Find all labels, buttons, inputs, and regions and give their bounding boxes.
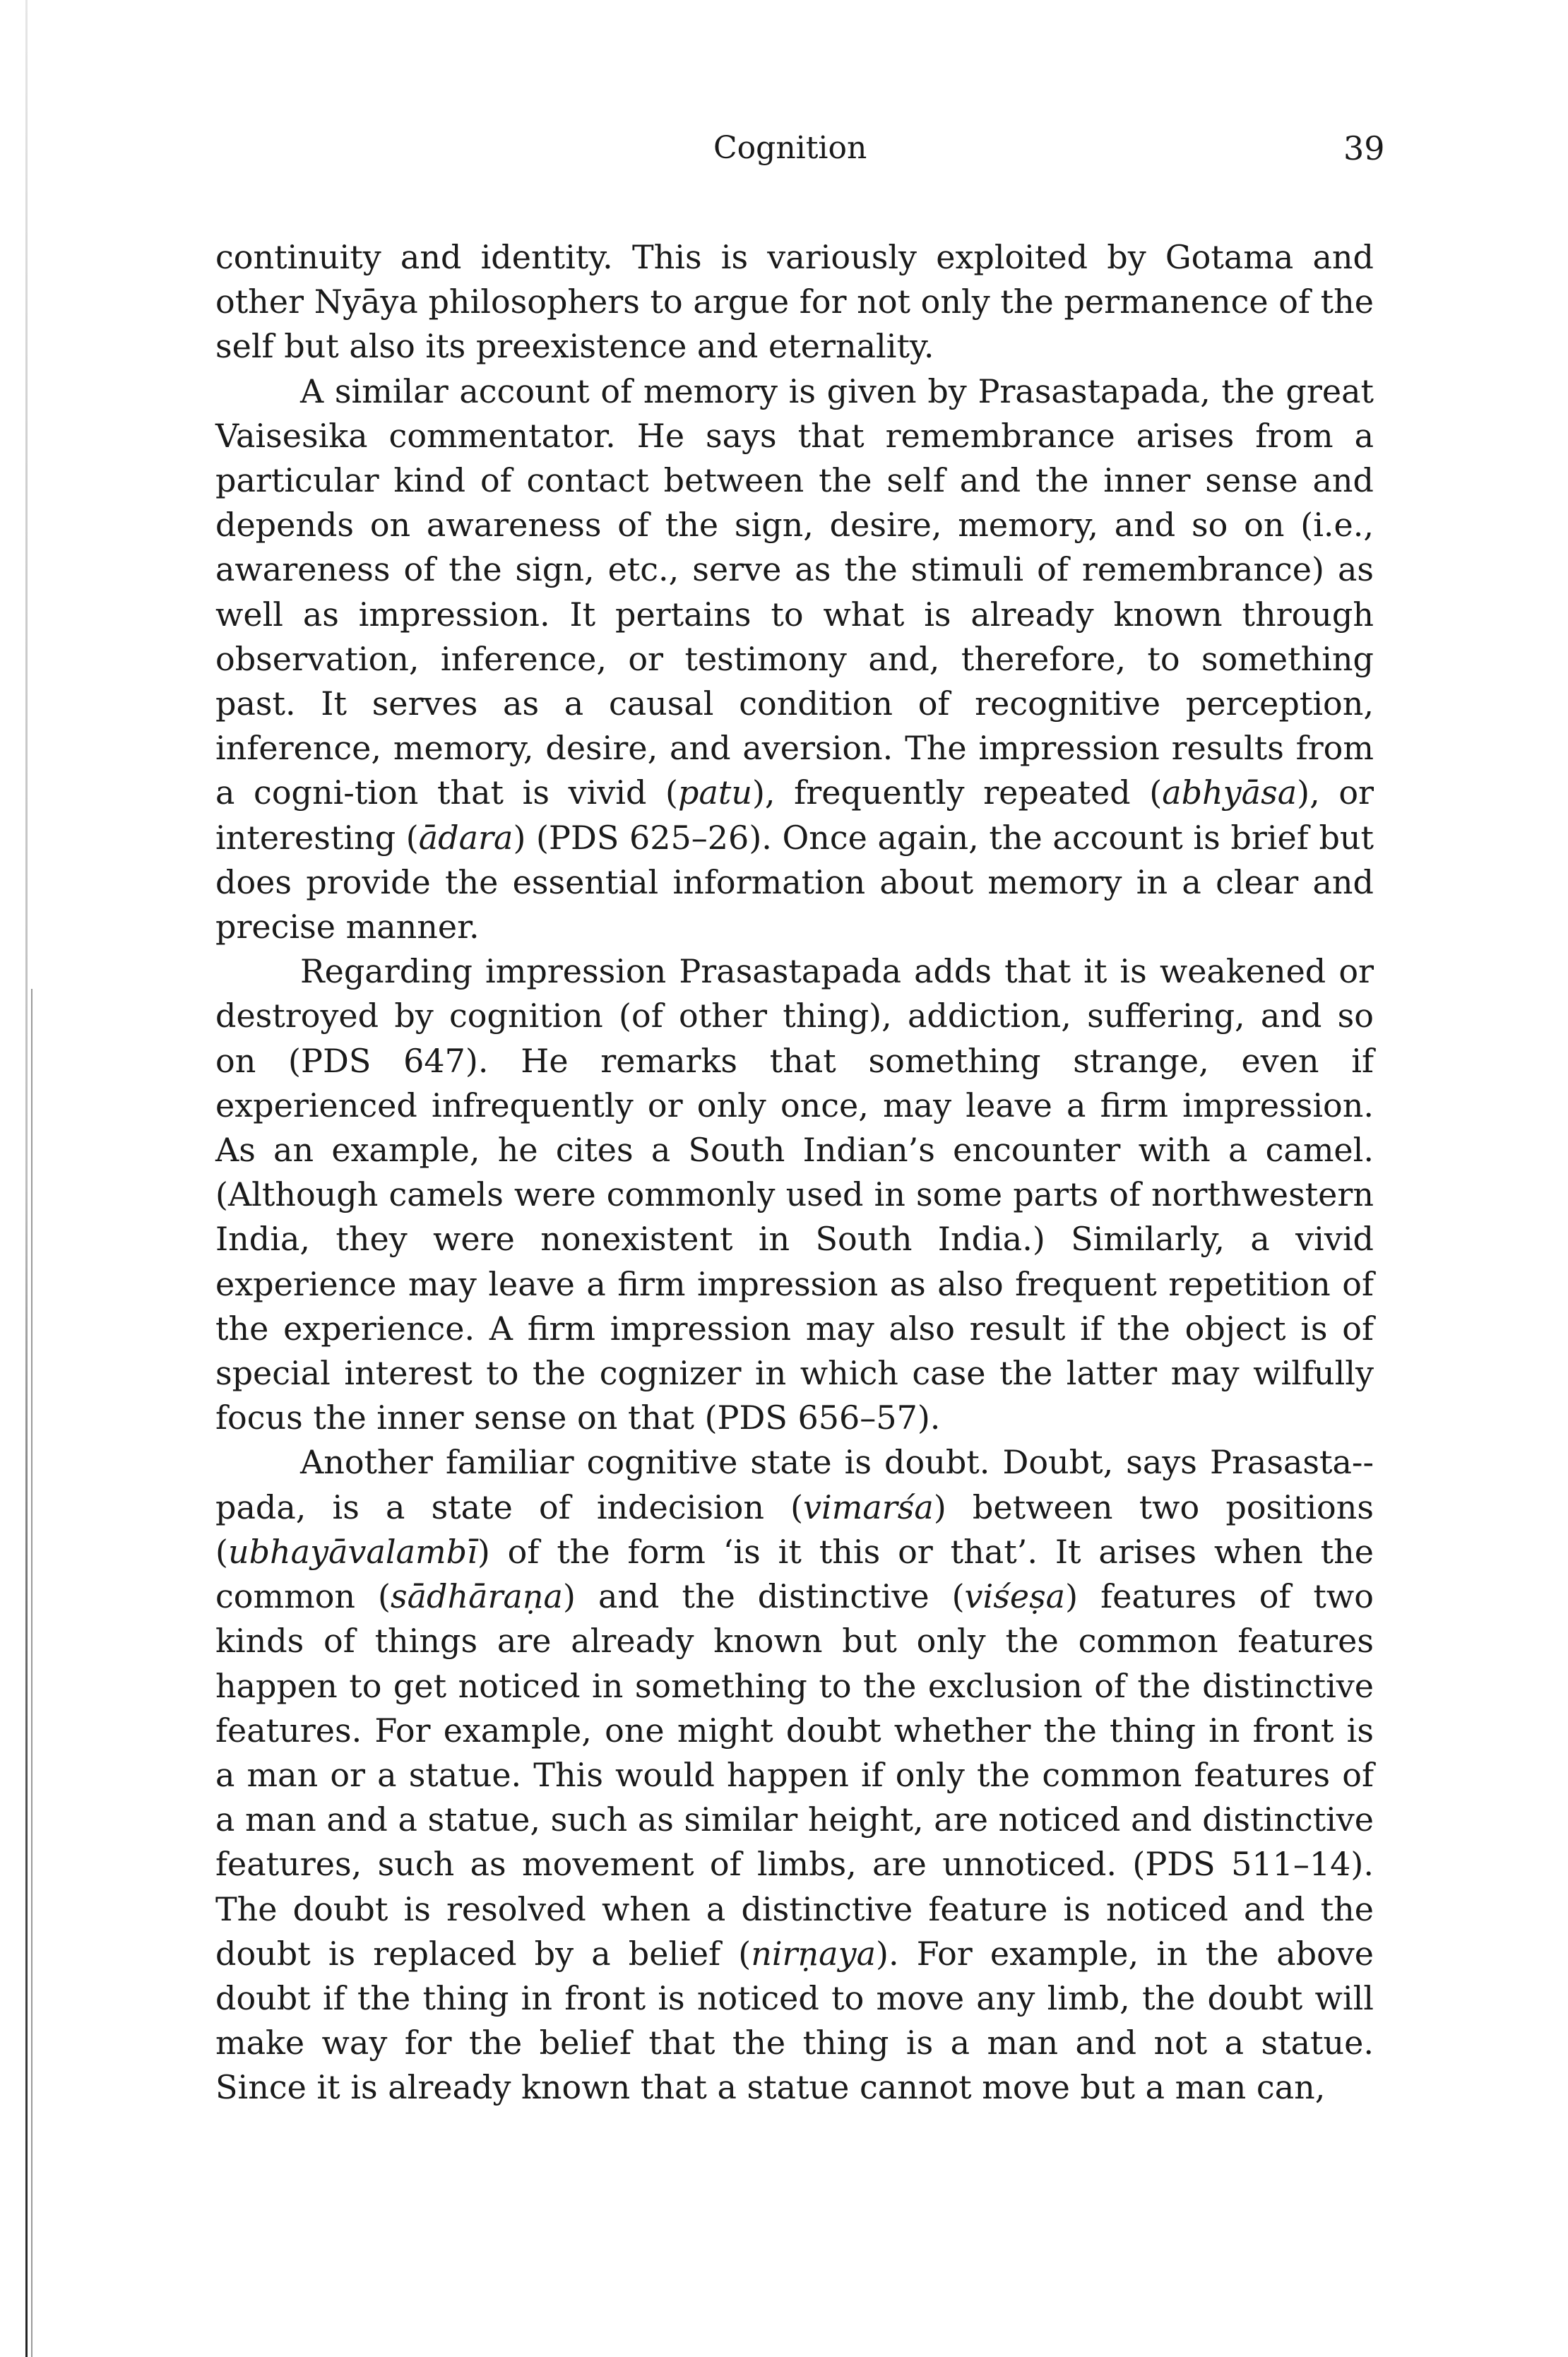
text-run: ), frequently repeated ( <box>752 773 1163 812</box>
text-run: ) features of two kinds of things are already known but only the common features happen to get noticed in something to the exclusion of the distinctive features. For example, one might doubt whether the thing in front is a man or a statue. This would happen if only the common features of a man and a statue, such as similar height, are noticed and distinctive features, such as movement of limbs, are unnoticed. (PDS 511–14). The doubt is resolved when a distinctive feature is noticed and the doubt is replaced by a belief ( <box>215 1577 1374 1973</box>
italic-term: nirṇaya <box>751 1934 876 1973</box>
italic-term: vimarśa <box>803 1488 934 1526</box>
text-run: ) between two positions ( <box>215 1488 1374 1571</box>
text-run: ). For example, in the above doubt if the thing in front is noticed to move any limb, the doubt will make way for the belief that the thing is a man and not a statue. Since it is already known that a statue cannot move but a man can, <box>215 1934 1374 2107</box>
page-binding-edge <box>25 0 28 2357</box>
text-run: ) and the distinctive ( <box>562 1577 965 1616</box>
italic-term: ādara <box>418 818 513 857</box>
text-run: Another familiar cognitive state is doubt. Doubt, says Prasasta-pada, is a state of indecision ( <box>215 1443 1374 1526</box>
text-run: A similar account of memory is given by Prasastapada, the great Vaisesika commentator. He says that remembrance arises from a particular kind of contact between the self and the inner sense and depends on awareness of the sign, desire, memory, and so on (i.e., awareness of the sign, etc., serve as the stimuli of remembrance) as well as impression. It pertains to what is already known through observation, inference, or testimony and, therefore, to something past. It serves as a causal condition of recognitive perception, inference, memory, desire, and aversion. The impression results from a cogni-tion that is vivid ( <box>215 372 1374 812</box>
italic-term: patu <box>678 773 752 812</box>
text-run: continuity and identity. This is variously exploited by Gotama and other Nyāya philosophers to argue for not only the permanence of the self but also its preexistence and eternality. <box>215 238 1374 366</box>
text-run: ) (PDS 625–26). Once again, the account is brief but does provide the essential information about memory in a clear and precise manner. <box>215 818 1374 946</box>
running-head-title: Cognition <box>713 130 867 166</box>
paragraph <box>215 949 1374 1440</box>
italic-term: ubhayāvalambī <box>227 1532 477 1571</box>
text-run: ), or interesting ( <box>215 773 1374 857</box>
page-binding-shadow <box>31 989 32 2357</box>
italic-term: abhyāsa <box>1162 773 1297 812</box>
page-number: 39 <box>1343 129 1385 167</box>
running-head <box>0 127 1568 170</box>
body-text <box>215 235 1374 2110</box>
italic-term: viśeṣa <box>964 1577 1066 1616</box>
text-run: ) of the form ‘is it this or that’. It arises when the common ( <box>215 1532 1374 1616</box>
italic-term: sādhāraṇa <box>390 1577 563 1616</box>
paragraph <box>215 235 1374 369</box>
text-run: Regarding impression Prasastapada adds that it is weakened or destroyed by cognition (of other thing), addiction, suffering, and so on (PDS 647). He remarks that something strange, even if experienced infrequently or only once, may leave a firm impression. As an example, he cites a South Indian’s encounter with a camel. (Although camels were commonly used in some parts of northwestern India, they were nonexistent in South India.) Similarly, a vivid experience may leave a firm impression as also frequent repetition of the experience. A firm impression may also result if the object is of special interest to the cognizer in which case the latter may wilfully focus the inner sense on that (PDS 656–57). <box>215 952 1374 1437</box>
paragraph <box>215 1440 1374 2110</box>
paragraph <box>215 369 1374 950</box>
